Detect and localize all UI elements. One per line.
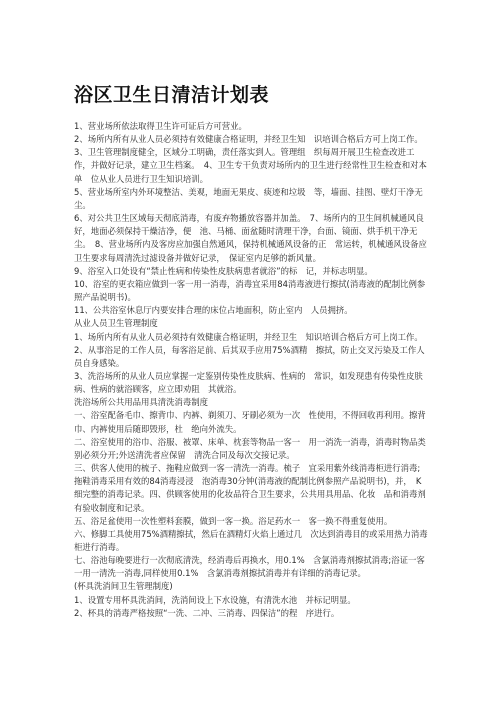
paragraph: 1、设置专用杯具洗消间，洗消间设上下水设施，有清洗水池 并标记明显。: [74, 594, 356, 605]
document-body: [74, 120, 428, 620]
paragraph: 10、浴室的更衣箱应做到一客一用一消毒，消毒宜采用84消毒液进行擦拭(消毒液的配制比例参照产品说明书)。: [74, 278, 426, 303]
paragraph: 6、对公共卫生区域每天彻底消毒，有废弃物播放容器并加盖。 7、场所内的卫生间机械通风良好，地面必须保持干燥洁净，便 池、马桶、面盆随时清理干净，台面、镜面、烘手机干净无尘。 8、营业场所内及客房应加强自然通风，保持机械通风设备的正 常运转，机械通风设备应卫生要求每周清洗过滤设备并做好记录， 保证室内足够的新风量。: [74, 213, 427, 263]
paragraph: 2、从事浴足的工作人员，每客浴足前、后其双手应用75%酒精 擦拭，防止交叉污染及工作人员自身感染。: [74, 344, 425, 368]
paragraph: 七、浴池每晚要进行一次彻底清洗，经消毒后再换水，用0.1% 含氯消毒剂擦拭消毒;浴证一客一用一清洗一消毒,同样使用0.1% 含氯消毒剂擦拭消毒并有详细的消毒记录。: [74, 555, 425, 579]
section-heading: 洗浴场所公共用品用具清洗消毒制度: [74, 397, 208, 408]
paragraph: 六、修脚工具使用75%酒精擦拭，然后在酒精灯火焰上通过几 次达到消毒目的或采用热力消毒柜进行消毒。: [74, 528, 428, 552]
section-heading: (杯具洗消间卫生管理制度): [74, 581, 173, 592]
section-heading: 从业人员卫生管理制度: [74, 318, 158, 329]
paragraph: 1、场所内所有从业人员必须持有效健康合格证明，并经卫生 知识培训合格后方可上岗工作。: [74, 331, 423, 342]
paragraph: 三、供客人使用的梳子、拖鞋应做到一客一清洗一消毒。梳子 宜采用紫外线消毒柜进行消毒;拖鞋消毒采用有效的84消毒浸浸 泡消毒30分钟(消毒液的配制比例参照产品说明书)，并， K 细完整的消毒记录。四、供顾客使用的化妆品符合卫生要求，公共用具用品、化妆 品和消毒剂有验收制度和记录。: [74, 463, 430, 513]
paragraph: 一、浴室配备毛巾、擦背巾、内裤、剃须刀、牙刷必须为一次 性使用，不得回收再利用。擦背巾、内裤使用后随即毁形，杜 绝向外流失。: [74, 410, 426, 434]
paragraph: 二、浴室使用的浴巾、浴服、被罩、床单、枕套等物品一客一 用一消洗一消毒，消毒时物品类别必须分开;外送清洗者应保留 清洗合同及每次交接记录。: [74, 436, 426, 460]
paragraph: 2、杯具的消毒严格按照“一洗、二冲、三消毒、四保洁”的程 序进行。: [74, 607, 340, 618]
paragraph: 5、营业场所室内外环境整洁、美观，地面无果皮、痰迹和垃圾 等，墙面、挂图、壁灯干净无尘。: [74, 186, 423, 210]
paragraph: 11、公共浴室休息厅内要安排合理的床位占地面积，防止室内 人员拥挤。: [74, 305, 353, 316]
paragraph: 五、浴足盆使用一次性塑料套膜，做到一客一换。浴足药水一 客一换不得重复使用。: [74, 515, 393, 526]
paragraph: 3、卫生管理制度健全，区域分工明确，责任落实到人。管理组 织每周开展卫生检查改进工作，并做好记录，建立卫生档案。 4、卫生专干负责对场所内的卫生进行经常性卫生检查和对本单 位从业人员进行卫生知识培训。: [74, 147, 427, 184]
document-title: 浴区卫生日清洁计划表: [74, 84, 270, 106]
paragraph: 3、洗浴场所的从业人员应掌握一定鉴别传染性皮肤病、性病的 常识，如发现患有传染性皮肤病、性病的就浴顾客，应立即劝阻 其就浴。: [74, 370, 423, 395]
paragraph: 1、营业场所依法取得卫生许可证后方可营业。: [74, 121, 247, 131]
paragraph: 9、浴室入口处设有“禁止性病和传染性皮肤病患者就浴”的标 记，并标志明显。: [74, 265, 373, 276]
paragraph: 2、场所内所有从业人员必须持有效健康合格证明，并经卫生知 识培训合格后方可上岗工作。: [74, 134, 423, 145]
